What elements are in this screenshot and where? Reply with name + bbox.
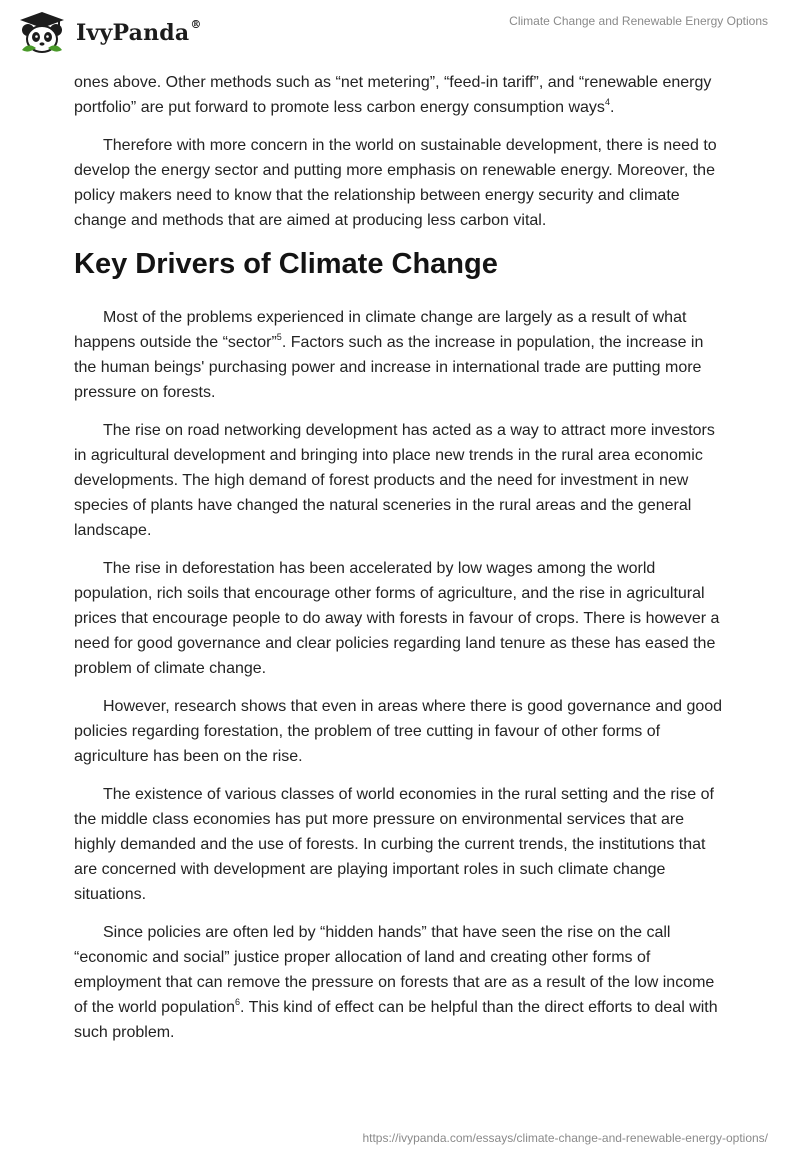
paragraph: The rise in deforestation has been accelerated by low wages among the world population, rich soils that encourage other forms of agriculture, and the rise in agricultural prices that encourage people to do away with forests in favour of crops. There is however a need for good governance and clear policies regarding land tenure as these has eased the problem of climate change. [74, 560, 720, 677]
paragraph-continued: ones above. Other methods such as “net metering”, “feed-in tariff”, and “renewable energy portfolio” are put forward to promote less carbon energy consumption ways$^4$. [74, 74, 712, 116]
source-url[interactable]: https://ivypanda.com/essays/climate-change-and-renewable-energy-options/ [362, 1131, 768, 1145]
article-body [74, 70, 730, 1058]
paragraph: Since policies are often led by “hidden hands” that have seen the rise on the call “economic and social” justice proper allocation of land and creating other forms of employment that can remove the pressure on forests that are as a result of the low income of the world population$^6$. This kind of effect can be helpful than the direct efforts to deal with such problem. [74, 924, 718, 1041]
footnote-ref[interactable]: 4 [604, 96, 610, 107]
registered-mark: ® [190, 17, 202, 31]
footnote-ref[interactable]: 5 [276, 331, 282, 342]
brand-name: IvyPanda® [76, 17, 202, 46]
paragraph: Most of the problems experienced in climate change are largely as a result of what happens outside the “sector”$^5$. Factors such as the increase in population, the increase in the human beings' purchasing power and increase in international trade are putting more pressure on forests. [74, 309, 704, 401]
brand-logo[interactable] [14, 10, 202, 56]
paragraph: The rise on road networking development has acted as a way to attract more investors in agricultural development and bringing into place new trends in the rural area economic developments. The high demand of forest products and the need for investment in new species of plants have changed the natural sceneries in the rural areas and the general landscape. [74, 422, 715, 539]
paragraph: However, research shows that even in areas where there is good governance and good policies regarding forestation, the problem of tree cutting in favour of other forms of agriculture has been on the rise. [74, 698, 723, 765]
panda-graduate-logo-icon [14, 10, 70, 56]
page-header [0, 0, 800, 64]
footnote-ref[interactable]: 6 [235, 996, 241, 1007]
section-heading: Key Drivers of Climate Change [74, 248, 498, 280]
document-title: Climate Change and Renewable Energy Options [509, 14, 768, 28]
paragraph: The existence of various classes of world economies in the rural setting and the rise of the middle class economies has put more pressure on environmental services that are highly demanded and the use of forests. In curbing the current trends, the institutions that are concerned with development are playing important roles in such climate change situations. [74, 786, 714, 903]
paragraph: Therefore with more concern in the world on sustainable development, there is need to develop the energy sector and putting more emphasis on renewable energy. Moreover, the policy makers need to know that the relationship between energy security and climate change and methods that are aimed at producing less carbon vital. [74, 137, 717, 229]
